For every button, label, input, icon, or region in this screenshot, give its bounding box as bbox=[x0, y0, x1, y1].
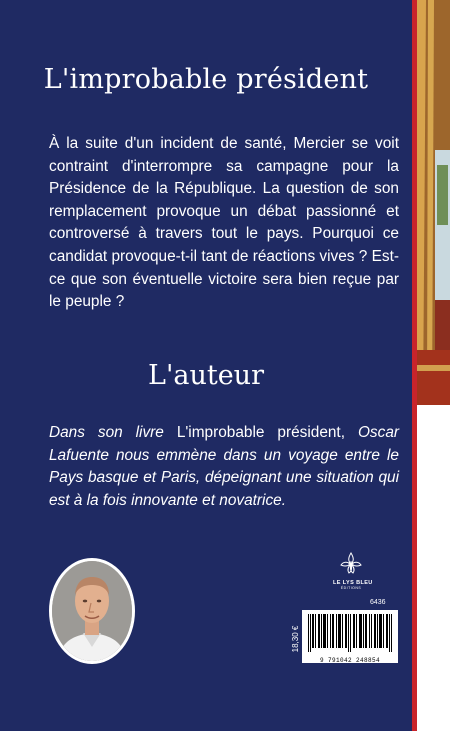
author-portrait-drawing bbox=[52, 561, 132, 661]
lily-emblem-icon bbox=[340, 552, 362, 574]
book-title: L'improbable président bbox=[43, 64, 369, 95]
author-text-book-title: L'improbable président, bbox=[176, 424, 345, 441]
isbn-barcode bbox=[302, 610, 398, 663]
author-heading: L'auteur bbox=[148, 360, 264, 391]
book-summary: À la suite d'un incident de santé, Mercier se voit contraint d'interrompre sa campagne pour la Présidence de la République. La question de son remplacement provoque un débat passionné et controversé à travers tout le pays. Pourquoi ce candidat provoque-t-il tant de réactions vives ? Est-ce que son éventuelle victoire sera bien reçue par le peuple ? bbox=[49, 135, 399, 311]
author-portrait bbox=[49, 558, 135, 664]
publisher-subtitle: ÉDITIONS bbox=[340, 586, 362, 590]
book-code: 6436 bbox=[370, 599, 386, 606]
author-text-body: Oscar Lafuente nous emmène dans un voyage entre le Pays basque et Paris, dépeignant une situation qui est à la fois innovante et novatrice. bbox=[49, 424, 399, 509]
publisher-logo bbox=[333, 552, 373, 590]
publisher-name: LE LYS BLEU bbox=[333, 580, 373, 586]
barcode-digits: 9 791042 248854 bbox=[319, 657, 380, 664]
front-cover-photo bbox=[417, 0, 450, 405]
front-cover-edge bbox=[417, 0, 450, 731]
author-text-intro: Dans son livre bbox=[49, 424, 164, 441]
book-price: 18,30 € bbox=[291, 625, 300, 653]
front-cover-photo-drawing bbox=[417, 0, 450, 405]
author-text bbox=[49, 422, 399, 512]
barcode-bars bbox=[307, 614, 393, 652]
